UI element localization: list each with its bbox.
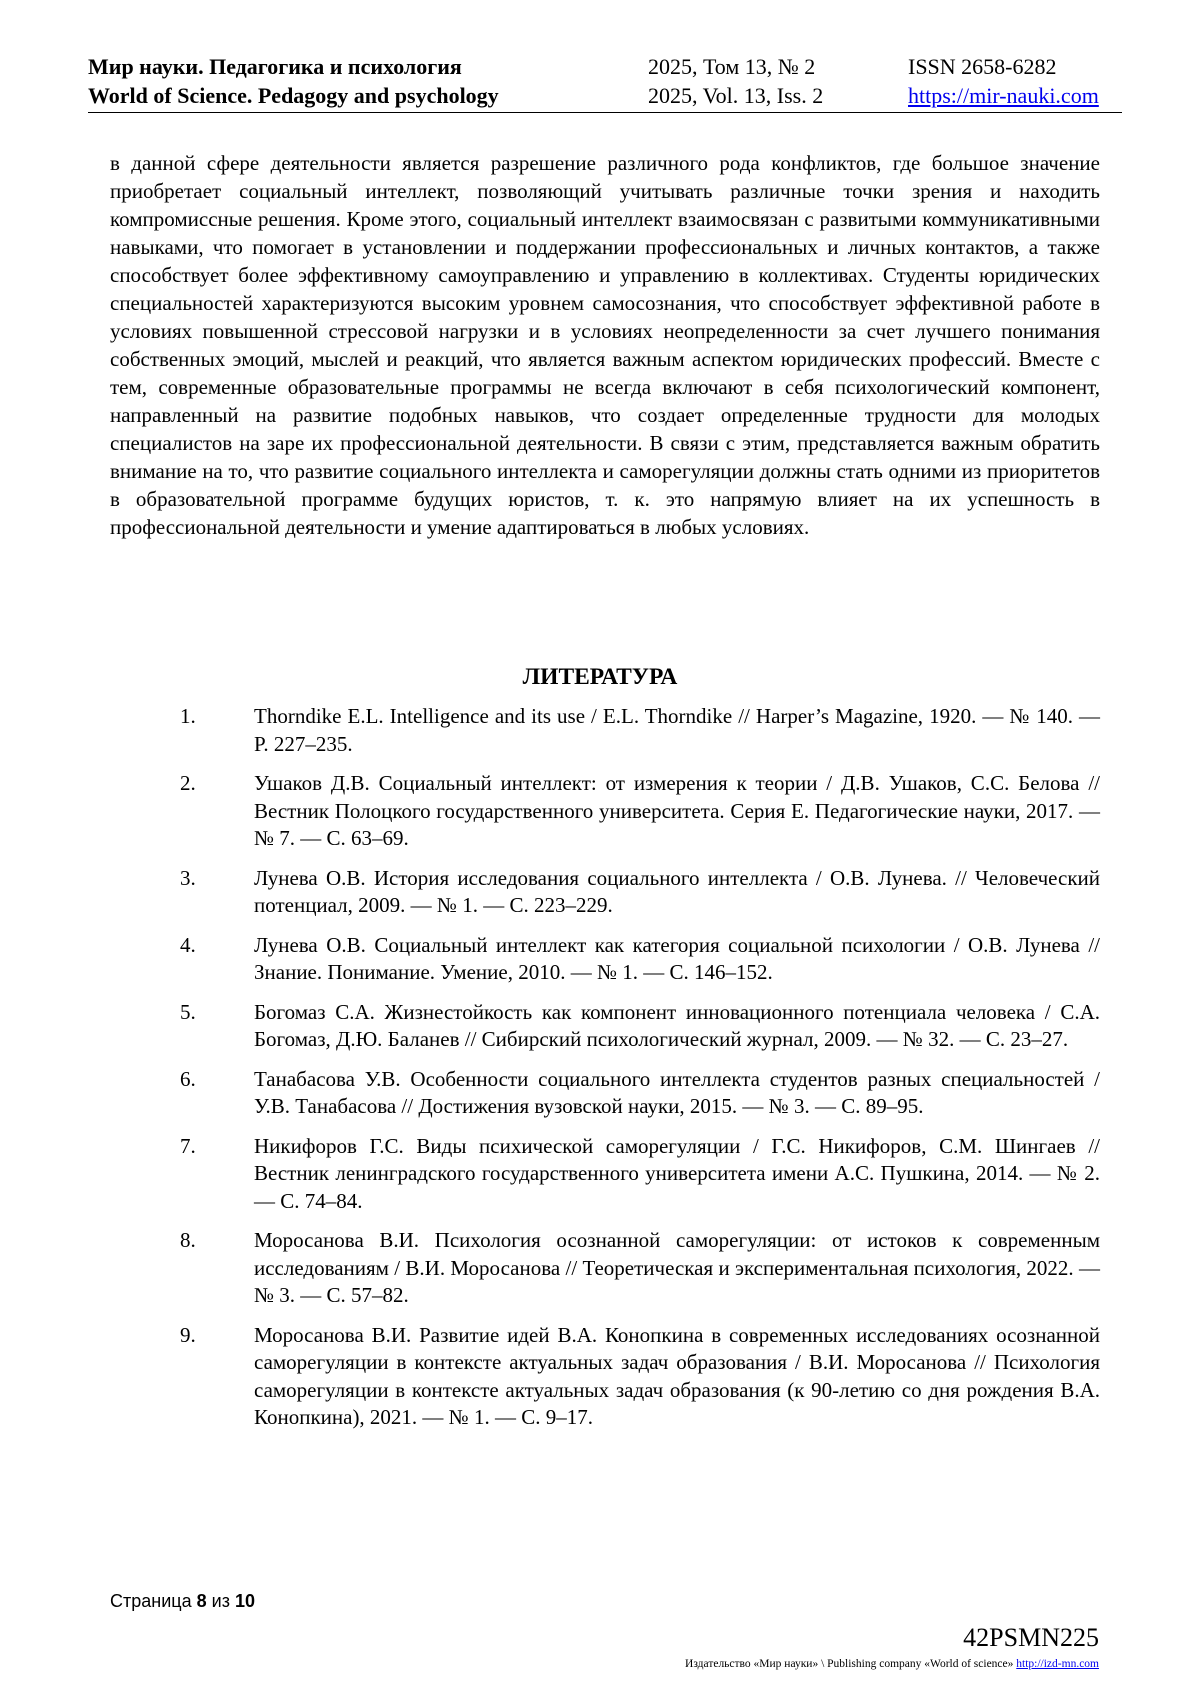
reference-text: Моросанова В.И. Развитие идей В.А. Конопкина в современных исследованиях осознанной саморегуляции в контексте актуальных задач образования / В.И. Моросанова // Психология саморегуляции в контексте актуальных задач образования (к 90-летию со дня рождения В.А. Конопкина), 2021. — № 1. — С. 9–17. bbox=[254, 1322, 1100, 1429]
page-of: из bbox=[211, 1591, 230, 1611]
reference-item bbox=[0, 1066, 1200, 1121]
reference-item bbox=[0, 999, 1200, 1054]
journal-url-link[interactable]: https://mir-nauki.com bbox=[908, 83, 1099, 108]
reference-number: 5. bbox=[180, 999, 196, 1024]
issn-block bbox=[908, 52, 1099, 110]
publisher-text: Издательство «Мир науки» \ Publishing company «World of science» bbox=[685, 1658, 1014, 1670]
reference-number: 8. bbox=[180, 1228, 196, 1252]
references-title: ЛИТЕРАТУРА bbox=[522, 664, 678, 690]
reference-text: Моросанова В.И. Психология осознанной саморегуляции: от истоков к современным исследованиям / В.И. Моросанова // Теоретическая и экспериментальная психология, 2022. — № 3. — С. 57–82. bbox=[254, 1228, 1100, 1307]
page-current: 8 bbox=[196, 1591, 207, 1611]
reference-item bbox=[0, 1227, 1200, 1310]
reference-item bbox=[0, 1322, 1200, 1432]
journal-title-ru: Мир науки. Педагогика и психология bbox=[88, 54, 462, 79]
issue-ru: 2025, Том 13, № 2 bbox=[648, 54, 816, 79]
reference-item bbox=[0, 703, 1200, 758]
reference-number: 1. bbox=[180, 704, 196, 728]
page-total: 10 bbox=[234, 1591, 255, 1611]
reference-text: Богомаз С.А. Жизнестойкость как компонент инновационного потенциала человека / С.А. Богомаз, Д.Ю. Баланев // Сибирский психологический журнал, 2009. — № 32. — С. 23–27. bbox=[254, 999, 1100, 1051]
reference-text: Лунева О.В. История исследования социального интеллекта / О.В. Лунева. // Человеческий потенциал, 2009. — № 1. — С. 223–229. bbox=[254, 865, 1100, 917]
reference-text: Танабасова У.В. Особенности социального интеллекта студентов разных специальностей / У.В. Танабасова // Достижения вузовской науки, 2015. — № 3. — С. 89–95. bbox=[254, 1066, 1100, 1118]
journal-title-en: World of Science. Pedagogy and psychology bbox=[88, 83, 499, 108]
reference-number: 7. bbox=[180, 1133, 196, 1158]
reference-text: Никифоров Г.С. Виды психической саморегуляции / Г.С. Никифоров, С.М. Шингаев // Вестник ленинградского государственного университета имени А.С. Пушкина, 2014. — № 2. — С. 74–84. bbox=[254, 1133, 1100, 1213]
page-number bbox=[110, 1590, 255, 1612]
reference-number: 4. bbox=[180, 932, 196, 957]
reference-item bbox=[0, 770, 1200, 853]
reference-item bbox=[0, 865, 1200, 920]
reference-text: Ушаков Д.В. Социальный интеллект: от измерения к теории / Д.В. Ушаков, С.С. Белова // Вестник Полоцкого государственного университета. Серия Е. Педагогические науки, 2017. — № 7. — С. 63–69. bbox=[254, 771, 1100, 850]
references-list bbox=[0, 703, 1200, 1444]
issue-en: 2025, Vol. 13, Iss. 2 bbox=[648, 83, 824, 108]
body-paragraph: в данной сфере деятельности является разрешение различного рода конфликтов, где большое значение приобретает социальный интеллект, позволяющий учитывать различные точки зрения и находить компромиссные решения. Кроме этого, социальный интеллект взаимосвязан с развитыми коммуникативными навыками, что помогает в установлении и поддержании профессиональных и личных контактов, а также способствует более эффективному самоуправлению и управлению в коллективах. Студенты юридических специальностей характеризуются высоким уровнем самосознания, что способствует эффективной работе в условиях повышенной стрессовой нагрузки и в условиях неопределенности за счет лучшего понимания собственных эмоций, мыслей и реакций, что является важным аспектом юридических профессий. Вместе с тем, современные образовательные программы не всегда включают в себя психологический компонент, направленный на развитие подобных навыков, что создает определенные трудности для молодых специалистов на заре их профессиональной деятельности. В связи с этим, представляется важным обратить внимание на то, что развитие социального интеллекта и саморегуляции должны стать одними из приоритетов в образовательной программе будущих юристов, т. к. это напрямую влияет на их успешность в профессиональной деятельности и умение адаптироваться в любых условиях. bbox=[110, 151, 1100, 539]
issue-block bbox=[648, 52, 823, 110]
reference-number: 9. bbox=[180, 1322, 196, 1347]
reference-number: 3. bbox=[180, 865, 196, 890]
reference-item bbox=[0, 1133, 1200, 1216]
article-code: 42PSMN225 bbox=[963, 1623, 1099, 1652]
page-prefix: Страница bbox=[110, 1591, 192, 1611]
issn: ISSN 2658-6282 bbox=[908, 54, 1057, 79]
journal-title-block bbox=[88, 52, 499, 110]
reference-number: 6. bbox=[180, 1066, 196, 1091]
reference-item bbox=[0, 932, 1200, 987]
reference-text: Thorndike E.L. Intelligence and its use / E.L. Thorndike // Harper’s Magazine, 1920. — № 140. — P. 227–235. bbox=[254, 704, 1100, 756]
reference-text: Лунева О.В. Социальный интеллект как категория социальной психологии / О.В. Лунева // Знание. Понимание. Умение, 2010. — № 1. — С. 146–152. bbox=[254, 932, 1100, 984]
publisher-line bbox=[685, 1657, 1099, 1671]
journal-header bbox=[88, 52, 1122, 113]
publisher-url-link[interactable]: http://izd-mn.com bbox=[1016, 1658, 1099, 1670]
reference-number: 2. bbox=[180, 771, 196, 795]
